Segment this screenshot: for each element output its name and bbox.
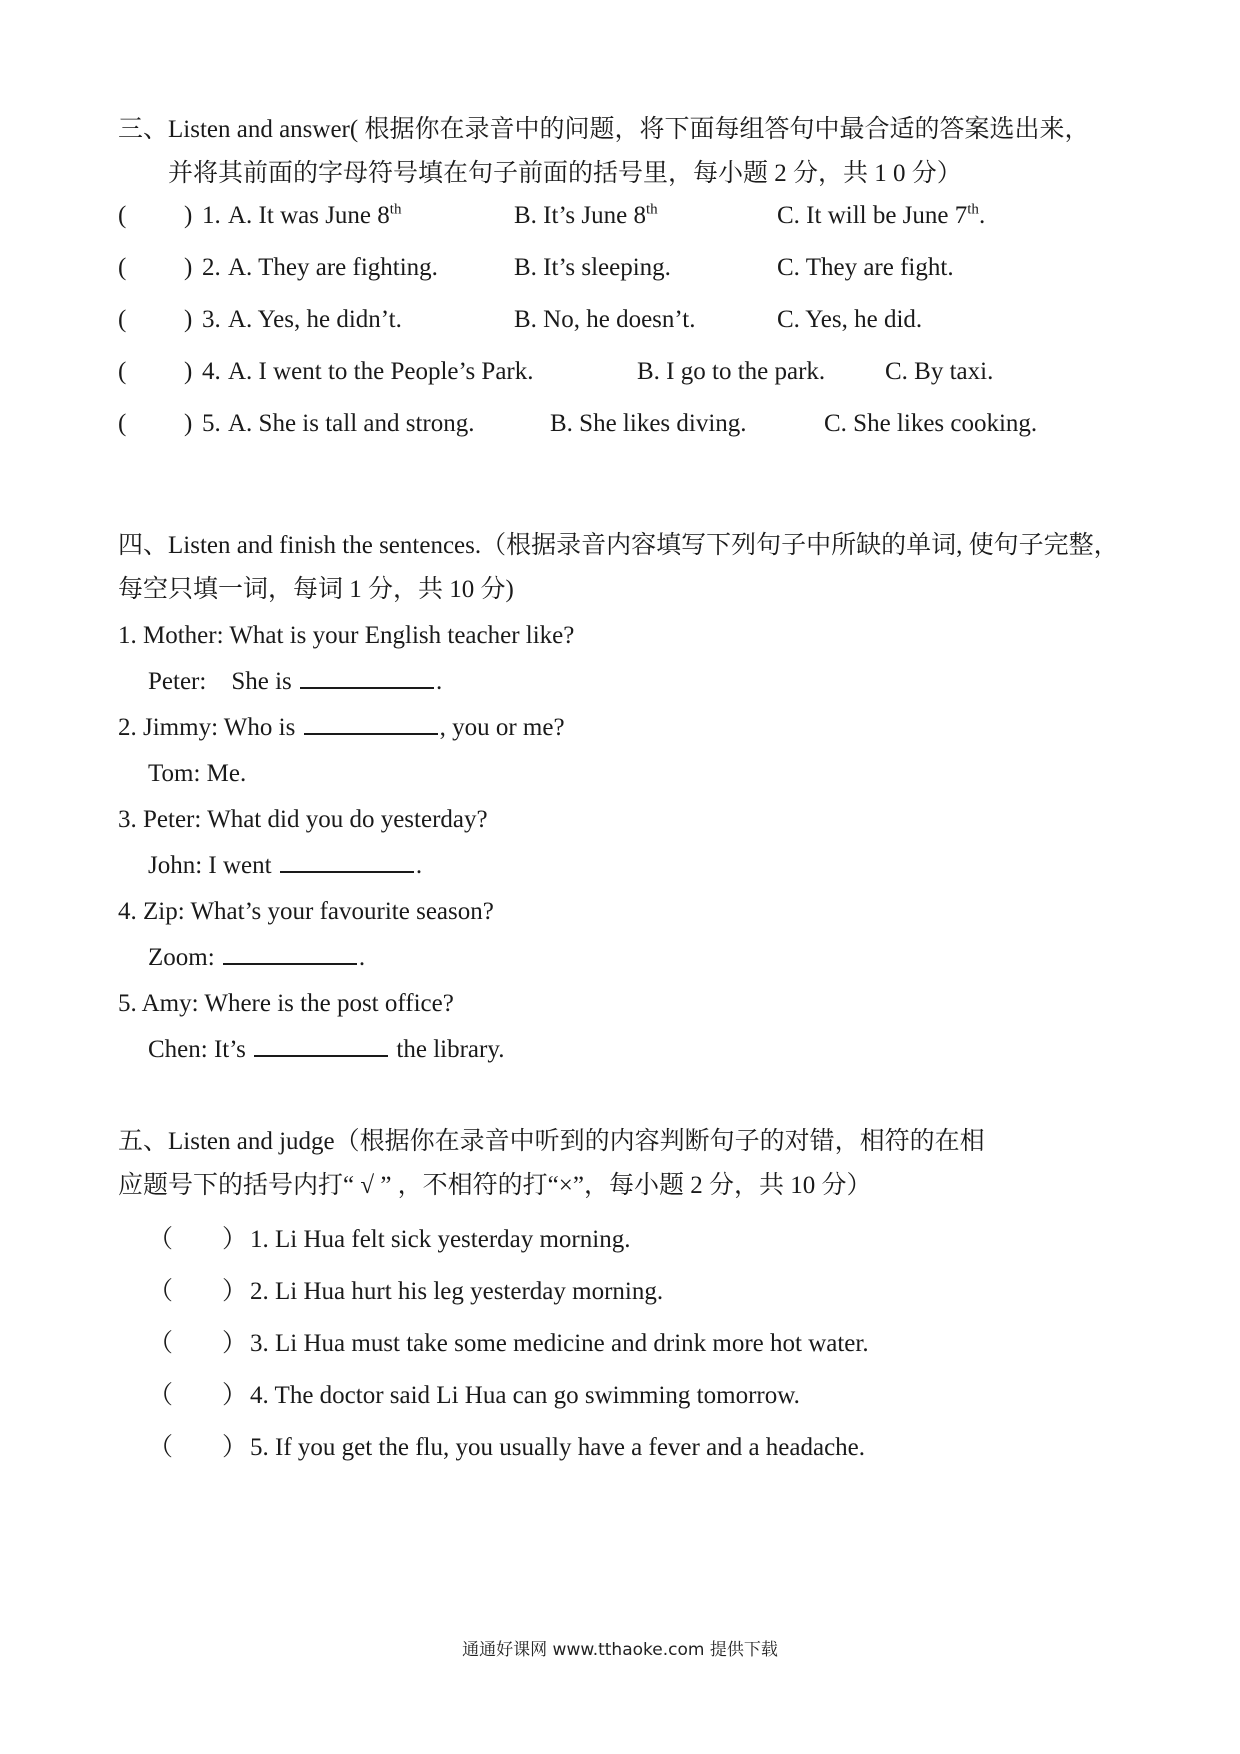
- answer-suffix: .: [436, 668, 443, 695]
- answer-prefix: Zoom:: [148, 944, 215, 971]
- option-a-text: A. It was June 8: [228, 202, 390, 229]
- section5-item-3: [148, 1324, 1048, 1364]
- section5-title-line2: 应题号下的括号内打“ √ ” ，不相符的打“×”，每小题 2 分，共 10 分）: [118, 1172, 872, 1199]
- section4-item4-answer: [148, 938, 365, 978]
- option-a: A. Yes, he didn’t.: [228, 306, 402, 333]
- option-b-sup: th: [645, 201, 658, 218]
- judge-statement: 3. Li Hua must take some medicine and drink more hot water.: [250, 1330, 869, 1357]
- section5-item-2: [148, 1272, 1048, 1312]
- section4-item3-question: 3. Peter: What did you do yesterday?: [118, 806, 488, 833]
- option-c: [777, 196, 985, 236]
- answer-paren-open: (: [118, 202, 127, 229]
- judge-paren-open: （: [148, 1330, 174, 1357]
- judge-statement: 5. If you get the flu, you usually have a fever and a headache.: [250, 1434, 866, 1461]
- answer-suffix: .: [415, 852, 423, 879]
- answer-paren-close: ): [184, 254, 193, 281]
- judge-statement: 1. Li Hua felt sick yesterday morning.: [250, 1226, 631, 1253]
- section5-item-5: [148, 1428, 1048, 1468]
- option-c: C. Yes, he did.: [777, 306, 923, 333]
- question-number: 1.: [202, 202, 221, 229]
- judge-paren-close: ）: [222, 1226, 248, 1253]
- option-b: B. No, he doesn’t.: [514, 306, 696, 333]
- question-number: 5.: [202, 410, 221, 437]
- option-a: A. She is tall and strong.: [228, 410, 475, 437]
- answer-paren-open: (: [118, 410, 127, 437]
- section3-title-line1: 三、Listen and answer( 根据你在录音中的问题，将下面每组答句中最合适的答案选出来，: [118, 116, 1090, 143]
- option-b: B. I go to the park.: [637, 358, 826, 385]
- question-prefix: 2. Jimmy: Who is: [118, 714, 296, 741]
- judge-paren-close: ）: [222, 1382, 248, 1409]
- judge-paren-close: ）: [222, 1330, 248, 1357]
- section5-item-1: [148, 1220, 1048, 1260]
- section5-title-line1: 五、Listen and judge（根据你在录音中听到的内容判断句子的对错，相符的在相: [118, 1128, 985, 1155]
- section4-title-line1: 四、Listen and finish the sentences.（根据录音内容填写下列句子中所缺的单词, 使句子完整，: [118, 532, 1119, 559]
- section4-item5-answer: [148, 1030, 504, 1070]
- answer-prefix: Chen: It’s: [148, 1036, 246, 1063]
- option-a: [228, 196, 401, 236]
- footer-credit: 通通好课网 www.tthaoke.com 提供下载: [462, 1640, 778, 1660]
- section3-question-4: [118, 352, 1118, 392]
- option-c: C. By taxi.: [885, 358, 994, 385]
- section4-item1-answer: [148, 662, 442, 702]
- section3-heading: [118, 108, 1138, 196]
- section3-question-2: [118, 248, 1118, 288]
- section4-title-line2: 每空只填一词，每词 1 分，共 10 分): [118, 576, 514, 603]
- question-suffix: , you or me?: [439, 714, 565, 741]
- answer-paren-close: ): [184, 358, 193, 385]
- section3-question-3: [118, 300, 1118, 340]
- answer-paren-close: ): [184, 410, 193, 437]
- answer-blank[interactable]: [300, 663, 434, 689]
- question-number: 4.: [202, 358, 221, 385]
- section3-title-line2: 并将其前面的字母符号填在句子前面的括号里，每小题 2 分，共 1 0 分）: [168, 160, 962, 187]
- answer-paren-close: ): [184, 306, 193, 333]
- section4-item4-question: 4. Zip: What’s your favourite season?: [118, 898, 494, 925]
- answer-prefix: Peter: She is: [148, 668, 292, 695]
- section4-item1-question: 1. Mother: What is your English teacher like?: [118, 622, 575, 649]
- section4-item2-question: [118, 708, 565, 748]
- section3-question-1: [118, 196, 1118, 236]
- option-a: A. I went to the People’s Park.: [228, 358, 534, 385]
- answer-suffix: the library.: [396, 1036, 505, 1063]
- section4-item2-answer: Tom: Me.: [148, 760, 247, 787]
- section4-heading: [118, 524, 1138, 612]
- option-b: B. It’s sleeping.: [514, 254, 671, 281]
- section4-item5-question: 5. Amy: Where is the post office?: [118, 990, 454, 1017]
- judge-statement: 4. The doctor said Li Hua can go swimming tomorrow.: [250, 1382, 800, 1409]
- option-c-tail: .: [978, 202, 986, 229]
- judge-paren-close: ）: [222, 1278, 248, 1305]
- option-b: [514, 196, 658, 236]
- option-a-sup: th: [389, 201, 402, 218]
- question-number: 3.: [202, 306, 221, 333]
- question-number: 2.: [202, 254, 221, 281]
- section4-item3-answer: [148, 846, 422, 886]
- section3-question-5: [118, 404, 1118, 444]
- section5-item-4: [148, 1376, 1048, 1416]
- option-c-sup: th: [967, 201, 979, 218]
- option-c: C. She likes cooking.: [824, 410, 1038, 437]
- answer-paren-close: ): [184, 202, 193, 229]
- option-c: C. They are fight.: [777, 254, 954, 281]
- option-b: B. She likes diving.: [550, 410, 747, 437]
- answer-suffix: .: [358, 944, 366, 971]
- answer-blank[interactable]: [223, 939, 357, 965]
- answer-blank[interactable]: [304, 709, 438, 735]
- answer-prefix: John: I went: [148, 852, 272, 879]
- answer-blank[interactable]: [254, 1031, 388, 1057]
- judge-statement: 2. Li Hua hurt his leg yesterday morning.: [250, 1278, 664, 1305]
- option-a: A. They are fighting.: [228, 254, 438, 281]
- answer-paren-open: (: [118, 358, 127, 385]
- answer-paren-open: (: [118, 254, 127, 281]
- judge-paren-open: （: [148, 1278, 174, 1305]
- judge-paren-close: ）: [222, 1434, 248, 1461]
- section5-heading: [118, 1120, 1138, 1208]
- judge-paren-open: （: [148, 1434, 174, 1461]
- judge-paren-open: （: [148, 1226, 174, 1253]
- judge-paren-open: （: [148, 1382, 174, 1409]
- answer-blank[interactable]: [280, 847, 414, 873]
- option-b-text: B. It’s June 8: [514, 202, 646, 229]
- answer-paren-open: (: [118, 306, 127, 333]
- option-c-text: C. It will be June 7: [777, 202, 968, 229]
